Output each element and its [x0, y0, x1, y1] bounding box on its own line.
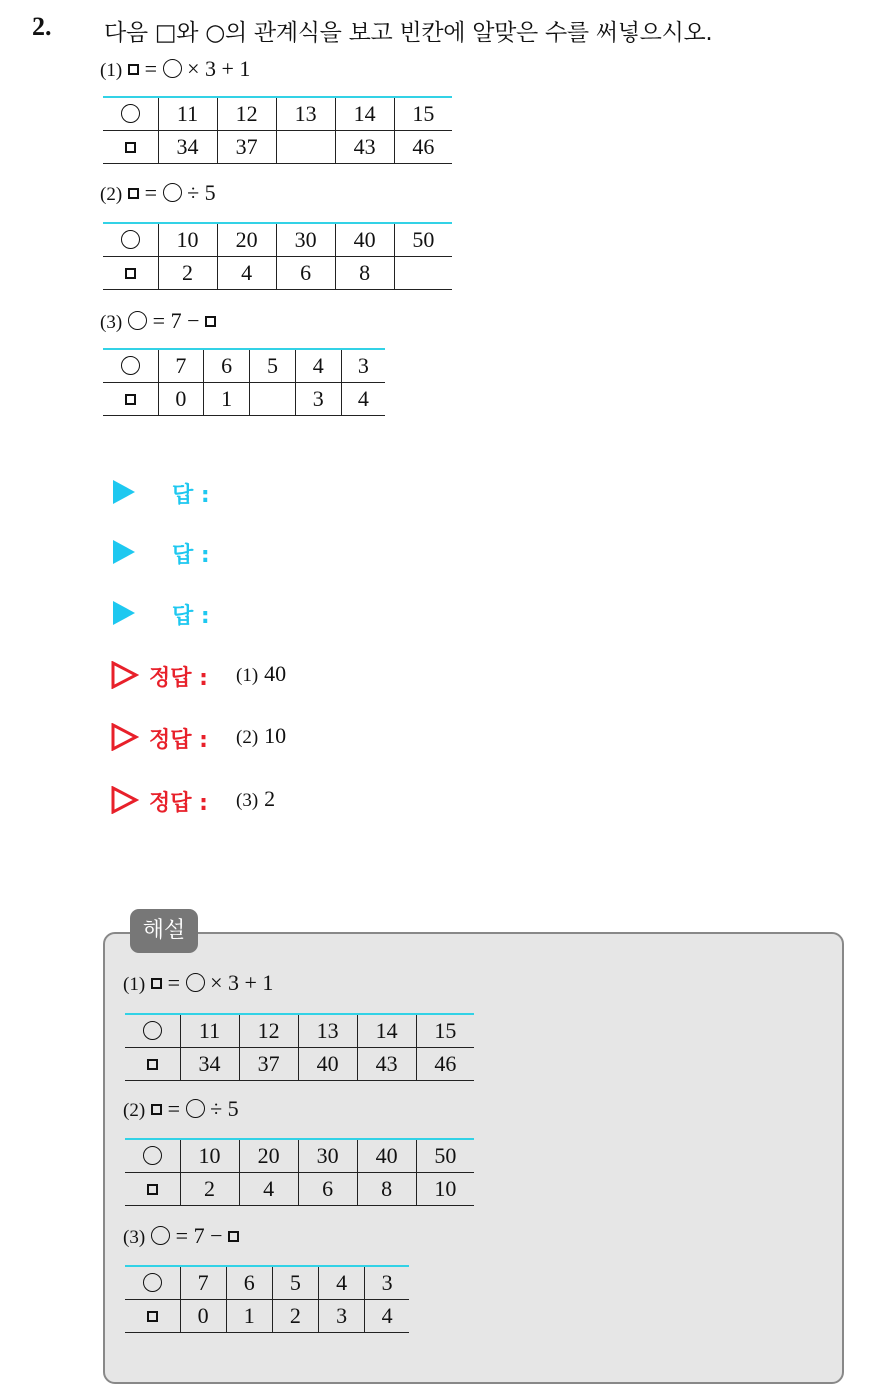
problem-3-table: [103, 348, 385, 416]
problem-label: (3): [123, 1227, 146, 1248]
table-cell: 30: [298, 1139, 357, 1173]
blank-cell: [394, 257, 452, 290]
formula-rest: × 3 + 1: [210, 970, 274, 995]
correct-answer-value: (1) 40: [236, 661, 287, 686]
square-symbol: [205, 316, 216, 327]
table-cell: 10: [180, 1139, 239, 1173]
table-cell: 43: [357, 1048, 416, 1081]
table-cell: 46: [394, 131, 452, 164]
formula-rest: ÷ 5: [187, 180, 216, 205]
table-cell: 20: [217, 223, 276, 257]
formula-equals: =: [144, 56, 158, 81]
question-number: 2.: [32, 12, 52, 41]
circle-symbol: [143, 1021, 162, 1040]
table-cell: 1: [226, 1300, 272, 1333]
table-cell: 2: [272, 1300, 318, 1333]
problem-1-table: [103, 96, 452, 164]
table-header-cell: [103, 349, 158, 383]
table-cell: 34: [158, 131, 217, 164]
correct-answer-label: 정답 :: [149, 791, 208, 816]
outline-arrow-icon: [111, 661, 139, 689]
table-header-cell: [103, 97, 158, 131]
circle-symbol: [128, 311, 147, 330]
correct-answer-value: (3) 2: [236, 786, 276, 811]
square-symbol: [147, 1184, 158, 1195]
formula-rest: 7 −: [193, 1223, 223, 1248]
circle-symbol: [121, 104, 140, 123]
table-cell: 14: [335, 97, 394, 131]
table-cell: 40: [357, 1139, 416, 1173]
table-cell: 4: [295, 349, 341, 383]
circle-symbol: [151, 1226, 170, 1245]
table-header-cell: [125, 1048, 180, 1081]
circle-symbol: [143, 1146, 162, 1165]
formula-equals: =: [167, 1096, 181, 1121]
problem-2-formula: [100, 180, 216, 206]
table-header-cell: [103, 383, 158, 416]
table-cell: 1: [204, 383, 250, 416]
formula-equals: =: [175, 1223, 189, 1248]
problem-label: (3): [100, 312, 123, 333]
square-symbol: [228, 1231, 239, 1242]
solution-3-formula: [123, 1223, 239, 1249]
table-cell: 4: [319, 1266, 365, 1300]
square-symbol: [151, 1104, 162, 1115]
table-cell: 37: [217, 131, 276, 164]
correct-answer-value: (2) 10: [236, 723, 287, 748]
outline-arrow-icon: [111, 786, 139, 814]
answer-prompt-label: 답 :: [172, 543, 210, 568]
circle-symbol: [186, 1099, 205, 1118]
problem-3-formula: [100, 308, 216, 334]
table-cell: 13: [276, 97, 335, 131]
table-cell: 3: [341, 349, 385, 383]
formula-rest: 7 −: [170, 308, 200, 333]
circle-symbol: [121, 356, 140, 375]
problem-1-formula: [100, 56, 250, 82]
blank-cell: [250, 383, 296, 416]
square-symbol: [147, 1311, 158, 1322]
correct-answer-label: 정답 :: [149, 728, 208, 753]
table-header-cell: [103, 257, 158, 290]
table-cell: 40: [335, 223, 394, 257]
table-cell: 13: [298, 1014, 357, 1048]
solution-2-formula: [123, 1096, 239, 1122]
problem-label: (1): [100, 60, 123, 81]
table-cell: 6: [204, 349, 250, 383]
circle-symbol: [186, 973, 205, 992]
play-arrow-icon: [113, 540, 135, 564]
formula-rest: × 3 + 1: [187, 56, 251, 81]
square-symbol: [125, 268, 136, 279]
solution-1-formula: [123, 970, 273, 996]
table-cell: 7: [158, 349, 204, 383]
problem-label: (2): [123, 1100, 146, 1121]
table-cell: 15: [416, 1014, 474, 1048]
table-cell: 4: [217, 257, 276, 290]
table-cell: 40: [298, 1048, 357, 1081]
table-cell: 37: [239, 1048, 298, 1081]
answer-prompt-label: 답 :: [172, 604, 210, 629]
table-cell: 2: [180, 1173, 239, 1206]
table-cell: 12: [217, 97, 276, 131]
table-cell: 5: [250, 349, 296, 383]
table-header-cell: [125, 1300, 180, 1333]
table-cell: 11: [180, 1014, 239, 1048]
table-cell: 5: [272, 1266, 318, 1300]
table-cell: 12: [239, 1014, 298, 1048]
table-cell: 14: [357, 1014, 416, 1048]
table-cell: 8: [335, 257, 394, 290]
solution-3-table: [125, 1265, 409, 1333]
table-header-cell: [125, 1139, 180, 1173]
square-symbol: [125, 142, 136, 153]
table-cell: 46: [416, 1048, 474, 1081]
square-symbol: [128, 188, 139, 199]
table-cell: 3: [295, 383, 341, 416]
table-cell: 3: [319, 1300, 365, 1333]
blank-cell: [276, 131, 335, 164]
table-header-cell: [125, 1173, 180, 1206]
table-cell: 50: [394, 223, 452, 257]
formula-equals: =: [144, 180, 158, 205]
correct-answer-label: 정답 :: [149, 666, 208, 691]
table-header-cell: [103, 131, 158, 164]
problem-label: (2): [100, 184, 123, 205]
table-cell: 4: [239, 1173, 298, 1206]
table-cell: 2: [158, 257, 217, 290]
formula-equals: =: [152, 308, 166, 333]
answer-prompt-label: 답 :: [172, 483, 210, 508]
table-header-cell: [125, 1014, 180, 1048]
solution-1-table: [125, 1013, 474, 1081]
table-cell: 30: [276, 223, 335, 257]
table-header-cell: [125, 1266, 180, 1300]
table-cell: 10: [158, 223, 217, 257]
table-cell: 15: [394, 97, 452, 131]
table-cell: 50: [416, 1139, 474, 1173]
table-cell: 34: [180, 1048, 239, 1081]
square-symbol: [151, 978, 162, 989]
square-symbol: [125, 394, 136, 405]
play-arrow-icon: [113, 480, 135, 504]
table-cell: 4: [365, 1300, 409, 1333]
table-cell: 3: [365, 1266, 409, 1300]
table-cell: 10: [416, 1173, 474, 1206]
problem-label: (1): [123, 974, 146, 995]
circle-symbol: [121, 230, 140, 249]
table-cell: 0: [180, 1300, 226, 1333]
outline-arrow-icon: [111, 723, 139, 751]
table-cell: 6: [298, 1173, 357, 1206]
table-cell: 8: [357, 1173, 416, 1206]
square-symbol: [147, 1059, 158, 1070]
table-cell: 11: [158, 97, 217, 131]
table-header-cell: [103, 223, 158, 257]
table-cell: 0: [158, 383, 204, 416]
solution-tag: 해설: [130, 909, 198, 953]
table-cell: 7: [180, 1266, 226, 1300]
problem-2-table: [103, 222, 452, 290]
circle-symbol: [163, 183, 182, 202]
play-arrow-icon: [113, 601, 135, 625]
circle-symbol: [143, 1273, 162, 1292]
circle-symbol: [163, 59, 182, 78]
table-cell: 43: [335, 131, 394, 164]
square-symbol: [128, 64, 139, 75]
question-text: 다음 □와 ○의 관계식을 보고 빈칸에 알맞은 수를 써넣으시오.: [104, 20, 713, 46]
table-cell: 20: [239, 1139, 298, 1173]
table-cell: 6: [276, 257, 335, 290]
formula-equals: =: [167, 970, 181, 995]
formula-rest: ÷ 5: [210, 1096, 239, 1121]
table-cell: 6: [226, 1266, 272, 1300]
solution-2-table: [125, 1138, 474, 1206]
table-cell: 4: [341, 383, 385, 416]
